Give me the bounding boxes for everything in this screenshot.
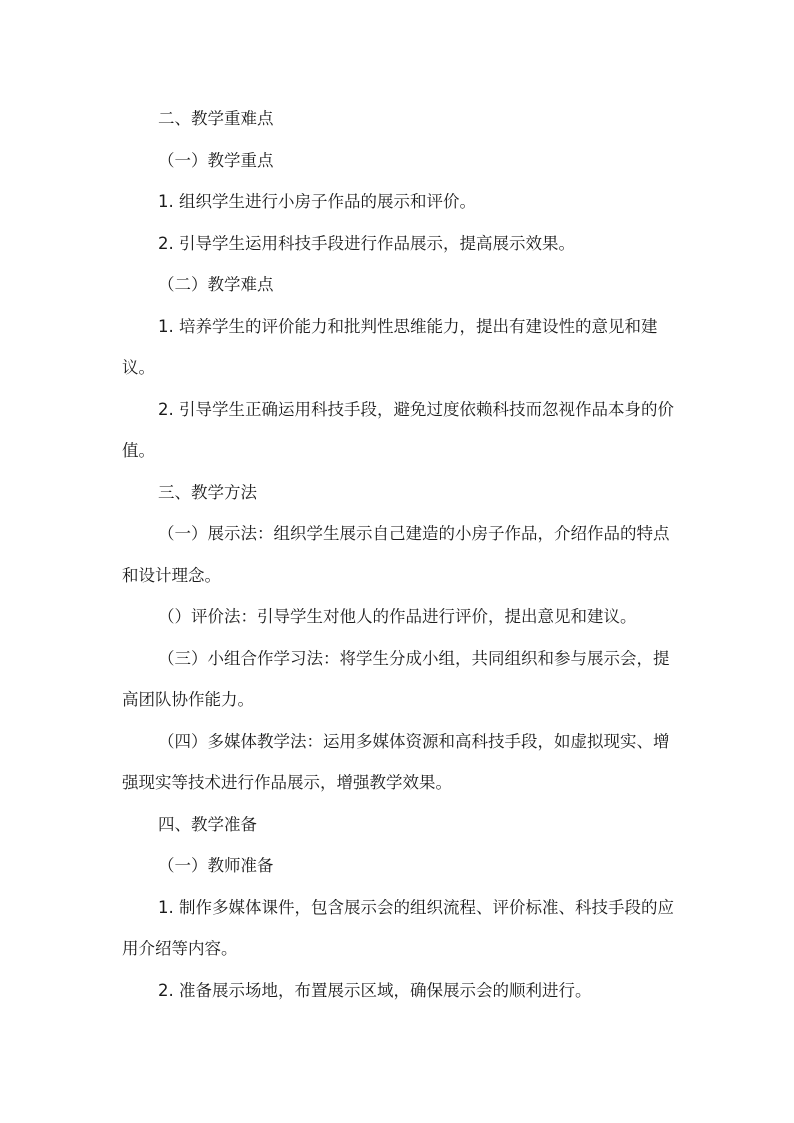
- list-item: 1. 组织学生进行小房子作品的展示和评价。: [158, 192, 476, 211]
- list-item: 2. 引导学生运用科技手段进行作品展示，提高展示效果。: [158, 233, 575, 253]
- list-item: 2. 准备展示场地，布置展示区域，确保展示会的顺利进行。: [158, 980, 592, 1000]
- list-item: 1. 培养学生的评价能力和批判性思维能力，提出有建设性的意见和建议。: [122, 316, 658, 377]
- list-item: 1. 制作多媒体课件，包含展示会的组织流程、评价标准、科技手段的应用介绍等内容。: [122, 897, 674, 958]
- method-paragraph: （一）展示法：组织学生展示自己建造的小房子作品，介绍作品的特点和设计理念。: [122, 524, 670, 585]
- subsection-heading-teacher-preparation: （一）教师准备: [158, 856, 274, 875]
- method-paragraph: （三）小组合作学习法：将学生分成小组，共同组织和参与展示会，提高团队协作能力。: [122, 648, 670, 709]
- subsection-heading-teaching-difficult-points: （二）教学难点: [158, 275, 274, 294]
- section-heading-teaching-methods: 三、教学方法: [158, 482, 257, 502]
- section-heading-teaching-key-difficult-points: 二、教学重难点: [158, 109, 274, 128]
- document-body: [122, 98, 678, 1011]
- subsection-heading-teaching-key-points: （一）教学重点: [158, 150, 274, 170]
- method-paragraph: （）评价法：引导学生对他人的作品进行评价，提出意见和建议。: [158, 607, 637, 626]
- section-heading-teaching-preparation: 四、教学准备: [158, 814, 257, 834]
- method-paragraph: （四）多媒体教学法：运用多媒体资源和高科技手段，如虚拟现实、增强现实等技术进行作品展示，增强教学效果。: [122, 731, 670, 792]
- list-item: 2. 引导学生正确运用科技手段，避免过度依赖科技而忽视作品本身的价值。: [122, 399, 674, 460]
